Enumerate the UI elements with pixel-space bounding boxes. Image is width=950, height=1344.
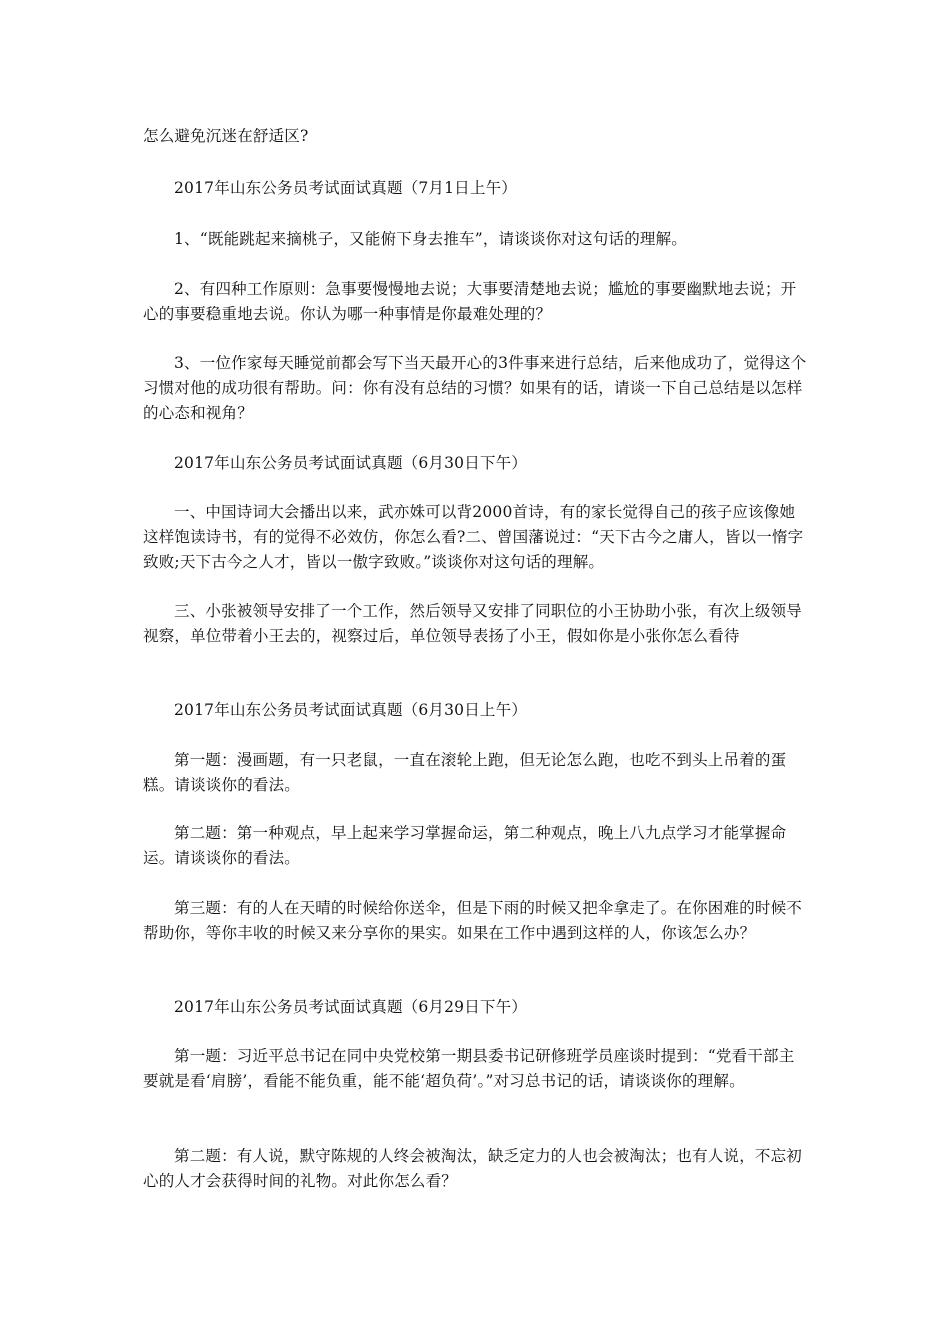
question-title: 怎么避免沉迷在舒适区? [143, 127, 309, 145]
question-paragraph: 3、一位作家每天睡觉前都会写下当天最开心的3件事来进行总结，后来他成功了，觉得这个习惯对他的成功很有帮助。问：你有没有总结的习惯？如果有的话，请谈一下自己总结是以怎样的心态和视角？ [143, 354, 807, 422]
question-paragraph: 第二题：有人说，默守陈规的人终会被淘汰，缺乏定力的人也会被淘汰；也有人说，不忘初心的人才会获得时间的礼物。对此你怎么看？ [143, 1147, 803, 1190]
question-paragraph: 第一题：习近平总书记在同中央党校第一期县委书记研修班学员座谈时提到：“党看干部主要就是看‘肩膀’，看能不能负重，能不能‘超负荷’。”对习总书记的话，请谈谈你的理解。 [143, 1047, 795, 1090]
question-paragraph: 三、小张被领导安排了一个工作，然后领导又安排了同职位的小王协助小张，有次上级领导视察，单位带着小王去的，视察过后，单位领导表扬了小王，假如你是小张你怎么看待 [143, 602, 803, 645]
section-heading-jun29-pm: 2017年山东公务员考试面试真题（6月29日下午） [174, 998, 528, 1016]
question-paragraph: 第二题：第一种观点，早上起来学习掌握命运，第二种观点，晚上八九点学习才能掌握命运。请谈谈你的看法。 [143, 824, 787, 867]
section-heading-jun30-pm: 2017年山东公务员考试面试真题（6月30日下午） [174, 454, 528, 472]
question-paragraph: 第一题：漫画题，有一只老鼠，一直在滚轮上跑，但无论怎么跑，也吃不到头上吊着的蛋糕。请谈谈你的看法。 [143, 751, 787, 794]
section-heading-jun30-am: 2017年山东公务员考试面试真题（6月30日上午） [174, 701, 528, 719]
question-paragraph: 一、中国诗词大会播出以来，武亦姝可以背2000首诗，有的家长觉得自己的孩子应该像她这样饱读诗书，有的觉得不必效仿，你怎么看?二、曾国藩说过：“天下古今之庸人，皆以一惰字致败;天下古今之人才，皆以一傲字致败。”谈谈你对这句话的理解。 [143, 503, 804, 571]
question-paragraph: 1、“既能跳起来摘桃子，又能俯下身去推车”，请谈谈你对这句话的理解。 [174, 230, 688, 248]
question-paragraph: 第三题：有的人在天晴的时候给你送伞，但是下雨的时候又把伞拿走了。在你困难的时候不帮助你，等你丰收的时候又来分享你的果实。如果在工作中遇到这样的人，你该怎么办？ [143, 899, 803, 942]
section-heading-jul1-am: 2017年山东公务员考试面试真题（7月1日上午） [174, 179, 517, 197]
question-paragraph: 2、有四种工作原则：急事要慢慢地去说；大事要清楚地去说；尴尬的事要幽默地去说；开心的事要稳重地去说。你认为哪一种事情是你最难处理的？ [143, 280, 797, 323]
